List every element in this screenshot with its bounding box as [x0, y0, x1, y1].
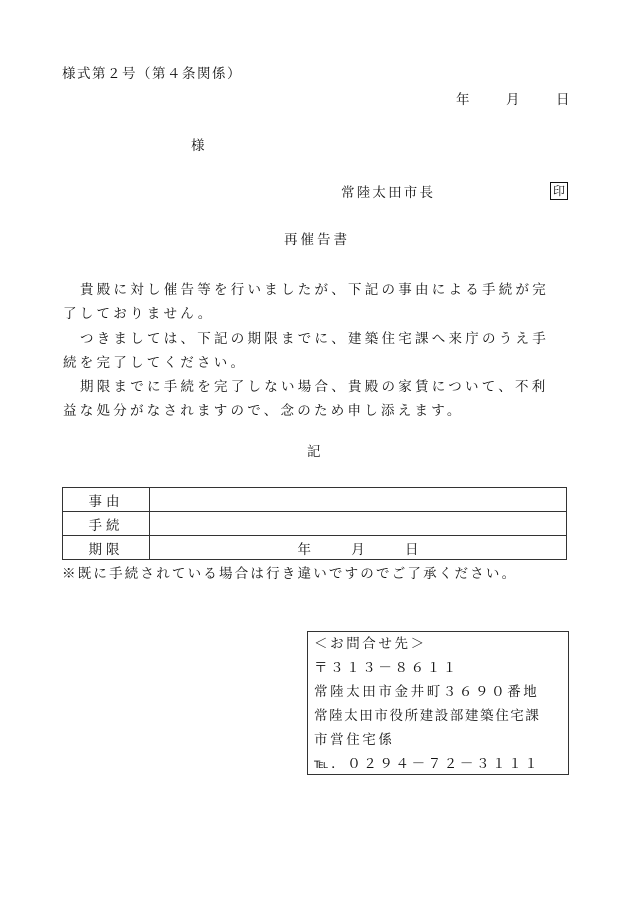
row-value-reason — [150, 488, 567, 512]
document-title: 再催告書 — [284, 232, 350, 248]
row-value-deadline — [150, 536, 567, 560]
body-paragraph-1: 貴殿に対し催告等を行いましたが、下記の事由による手続が完了しておりません。 — [63, 282, 549, 323]
row-value-procedure — [150, 512, 567, 536]
form-number: 様式第２号（第４条関係） — [62, 66, 242, 82]
ki-label: 記 — [307, 444, 321, 460]
date-day-label: 日 — [556, 92, 570, 108]
contact-tel: ℡．０２９４－７２－３１１１ — [314, 756, 541, 772]
contact-postal: 〒３１３－８６１１ — [314, 660, 459, 676]
info-table — [62, 487, 567, 560]
body-text — [63, 278, 563, 424]
contact-office: 常陸太田市役所建設部建築住宅課 — [314, 708, 541, 724]
date-month-label: 月 — [506, 92, 520, 108]
seal-mark: 印 — [550, 182, 568, 200]
date-year-label: 年 — [456, 92, 470, 108]
body-paragraph-2: つきましては、下記の期限までに、建築住宅課へ来庁のうえ手続を完了してください。 — [63, 330, 549, 371]
row-label-reason: 事由 — [63, 488, 150, 512]
row-label-procedure: 手続 — [63, 512, 150, 536]
table-row — [63, 512, 567, 536]
row-label-deadline: 期限 — [63, 536, 150, 560]
contact-box — [307, 631, 569, 775]
deadline-month-label: 月 — [351, 541, 365, 558]
table-row — [63, 488, 567, 512]
sender-name: 常陸太田市長 — [341, 185, 436, 201]
contact-section: 市営住宅係 — [314, 732, 395, 748]
body-paragraph-3: 期限までに手続を完了しない場合、貴殿の家賃について、不利益な処分がなされますので、念のため申し添えます。 — [63, 379, 549, 420]
addressee-suffix: 様 — [191, 138, 205, 154]
deadline-day-label: 日 — [405, 541, 419, 558]
table-row — [63, 536, 567, 560]
contact-address: 常陸太田市金井町３６９０番地 — [314, 684, 540, 700]
deadline-year-label: 年 — [297, 541, 311, 558]
note-text: ※既に手続されている場合は行き違いですのでご了承ください。 — [62, 566, 518, 582]
contact-heading: ＜お問合せ先＞ — [314, 636, 427, 652]
